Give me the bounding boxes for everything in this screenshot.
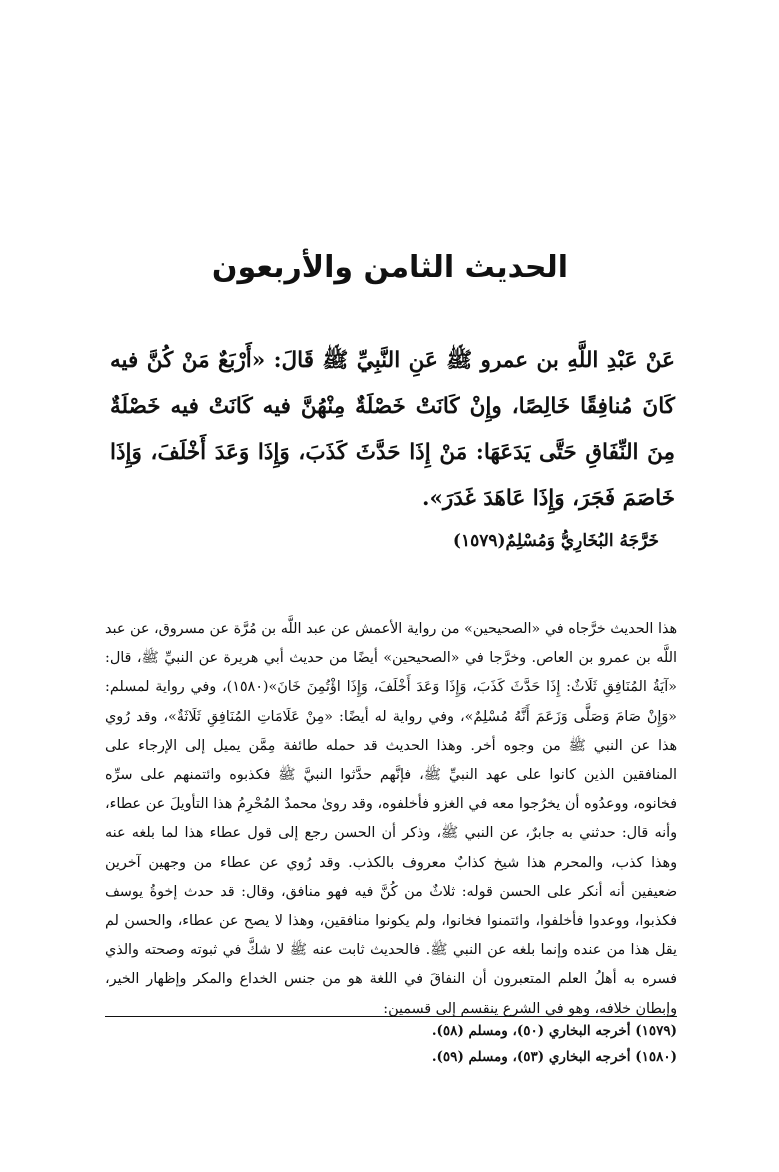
footnotes xyxy=(105,1018,677,1070)
footnote-divider xyxy=(105,1016,677,1017)
commentary-text: هذا الحديث خرَّجاه في «الصحيحين» من رواية الأعمش عن عبد اللَّه بن مُرَّة عن مسروق، عن عبد اللَّه بن عمرو بن العاص. وخرَّجا في «الصحيحين» أيضًا من حديث أبي هريرة عن النبيِّ ﷺ، قال: «آيَةُ المُنَافِقِ ثَلَاثٌ: إِذَا حَدَّثَ كَذَبَ، وَإِذَا وَعَدَ أَخْلَفَ، وَإِذَا اؤْتُمِنَ خَانَ»(١٥٨٠)، وفي رواية لمسلم: «وَإِنْ صَامَ وَصَلَّى وَزَعَمَ أَنَّهُ مُسْلِمٌ»، وفي رواية له أيضًا: «مِنْ عَلَامَاتِ المُنَافِقِ ثَلَاثَةٌ»، وقد رُوي هذا عن النبي ﷺ من وجوه أخر. وهذا الحديث قد حمله طائفة مِمَّن يميل إلى الإرجاء على المنافقين الذين كانوا على عهد النبيِّ ﷺ، فإنَّهم حدَّثوا النبيَّ ﷺ فكذبوه وائتمنهم على سرِّه فخانوه، ووعدُوه أن يخرُجوا معه في الغزو فأخلفوه، وقد روىٰ محمدٌ المُحْرِمُ هذا التأويلَ عن عطاء، وأنه قال: حدثني به جابرٌ، عن النبي ﷺ، وذكر أن الحسن رجع إلى قول عطاء هذا لما بلغه عنه وهذا كذب، والمحرم هذا شيخ كذابٌ معروف بالكذب. وقد رُوي عن عطاء من وجهين آخرين ضعيفين أنه أنكر على الحسن قوله: ثلاثٌ من كُنَّ فيه فهو منافق، وقال: قد حدث إخوةُ يوسف فكذبوا، ووعدوا فأخلفوا، وائتمنوا فخانوا، ولم يكونوا منافقين، وهذا لا يصح عن عطاء، والحسن لم يقل هذا من عنده وإنما بلغه عن النبي ﷺ. فالحديث ثابت عنه ﷺ لا شكَّ في ثبوته وصحته والذي فسره به أهلُ العلم المتعبرون أن النفاقَ في اللغة هو من جنس الخداع والمكر وإظهار الخير، وإبطان خلافه، وهو في الشرع ينقسم إلى قسمين: xyxy=(105,621,677,1017)
footnote-1580: (١٥٨٠) أخرجه البخاري (٥٣)، ومسلم (٥٩). xyxy=(431,1049,677,1065)
hadith-source: خَرَّجَهُ البُخَارِيُّ وَمُسْلِمٌ(١٥٧٩) xyxy=(452,531,659,551)
hadith-text: عَنْ عَبْدِ اللَّهِ بن عمرو ﷺ عَنِ النَّبِيِّ ﷺ قَالَ: «أَرْبَعٌ مَنْ كُنَّ فيه كَانَ مُنافِقًا خَالِصًا، وإِنْ كَانَتْ خَصْلَةٌ مِنْهُنَّ فيه كَانَتْ فيه خَصْلَةٌ مِنَ النِّفَاقِ حَتَّى يَدَعَهَا: مَنْ إِذَا حَدَّثَ كَذَبَ، وَإِذَا وَعَدَ أَخْلَفَ، وَإِذَا خَاصَمَ فَجَرَ، وَإِذَا عَاهَدَ غَدَرَ». xyxy=(110,348,675,511)
footnote-1579: (١٥٧٩) أخرجه البخاري (٥٠)، ومسلم (٥٨). xyxy=(431,1023,677,1039)
hadith-title: الحديث الثامن والأربعون xyxy=(211,250,569,285)
